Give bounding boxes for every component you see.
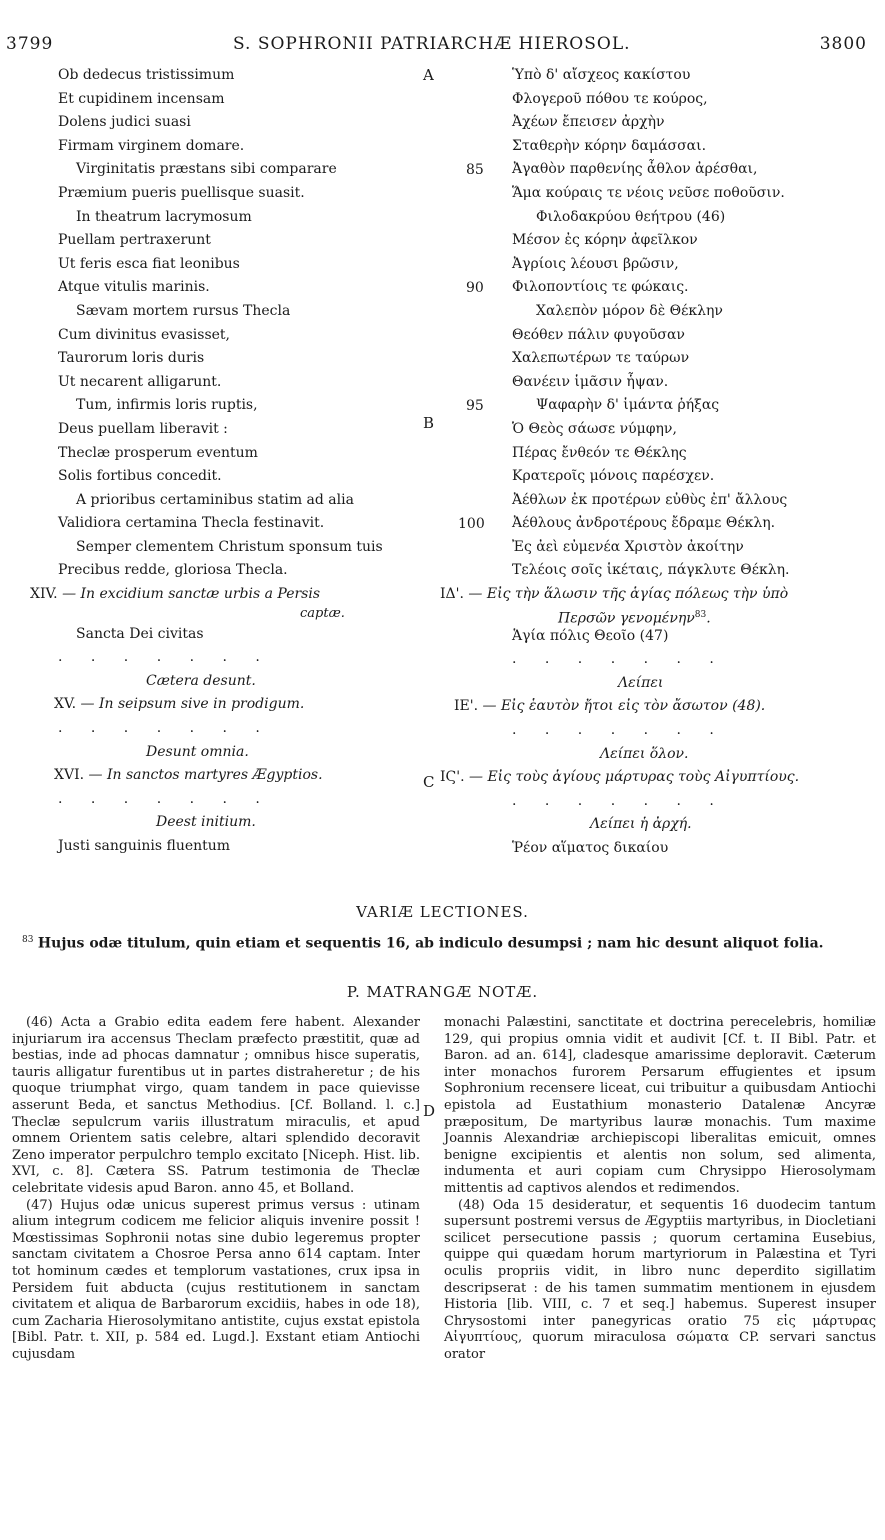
greek-verse-line: Ἀγρίοις λέουσι βρῶσιν, [512,255,679,272]
latin-ode-14-desunt: Cætera desunt. [146,672,256,689]
latin-verse-line: Taurorum loris duris [58,350,205,367]
running-title: S. SOPHRONII PATRIARCHÆ HIEROSOL. [233,34,631,54]
note-46: (46) Acta a Grabio edita eadem fere habent. Alexander injuriarum ira accensus Theclam præfecto præstitit, quæ ad bestias, inde ad phocas damnatur ; omnibus hisce superatis, tauris alligatur furentibus ut in partes distraheretur ; de his quoque triumphat virgo, quam tandem in pace quievisse asserunt Beda, et sanctus Methodius. [Cf. Bolland. l. c.] Theclæ sepulcrum variis illustratum miraculis, et apud omnem Orientem satis celebre, altari splendido decoravit Zeno imperator perpulchro templo excitato [Niceph. Hist. lib. XVI, c. 8]. Cætera SS. Patrum testimonia de Theclæ celebritate videsis apud Baron. anno 45, et Bolland. [12,1015,420,1196]
latin-verse-line: Theclæ prosperum eventum [58,444,258,461]
latin-ode-14-number: XIV. [30,586,58,603]
greek-verse-line: Ψαφαρὴν δ' ἱμάντα ῥήξας [536,397,720,414]
greek-verse-line: Φιλοποντίοις τε φώκαις. [512,279,689,296]
latin-verse-line: Ob dedecus tristissimum [58,67,235,83]
greek-verse-line: Ἅμα κούραις τε νέοις νεῦσε ποθοῦσιν. [512,184,785,201]
latin-verse-line: Solis fortibus concedit. [58,468,222,485]
greek-ode-15-desunt: Λείπει ὅλον. [600,745,689,762]
footnote-ref: 83 [694,609,707,620]
variae-note [22,935,872,952]
greek-ode-16-line: Ῥέον αἵματος δικαίου [512,840,669,856]
lacuna-dots: . . . . . . . [512,651,726,668]
latin-verse-line: Dolens judici suasi [58,114,191,131]
variae-heading: VARIÆ LECTIONES. [356,903,529,921]
greek-ode-14-title-line2: Περσῶν γενομένην [558,610,695,627]
latin-verse-line: Firmam virginem domare. [58,137,245,154]
latin-ode-16-number: XVI. [54,767,85,784]
margin-letter-b: B [423,414,435,432]
latin-ode-15-heading [14,693,414,717]
greek-verse-line: Ἀέθλων ἐκ προτέρων εὐθὺς ἐπ' ἄλλους [512,491,788,508]
line-number-100: 100 [458,516,485,532]
latin-verse-line: Precibus redde, gloriosa Thecla. [58,562,288,579]
greek-ode-14-heading [440,583,880,607]
variae-note-text: Hujus odæ titulum, quin etiam et sequentis 16, ab indiculo desumpsi ; nam hic desunt aliquot folia. [37,935,824,952]
greek-ode-14-title: — Εἰς τὴν ἅλωσιν τῆς ἁγίας πόλεως τὴν ὑπὸ [468,586,789,603]
greek-ode-14-line: Ἁγία πόλις Θεοῖο (47) [512,627,669,644]
greek-ode-14-desunt: Λείπει [618,674,664,691]
latin-ode-15-desunt: Desunt omnia. [146,743,249,760]
lacuna-dots: . . . . . . . [58,649,272,666]
latin-verse-line: Ut feris esca fiat leonibus [58,255,240,272]
note-48: (48) Oda 15 desideratur, et sequentis 16 duodecim tantum supersunt postremi versus de Ægyptiis martyribus, in Diocletiani scilicet persecutione passis ; quorum certamina Eusebius, quippe qui quædam horum martyriorum in Palæstina et Tyri oculis propriis vidit, in libro nunc deperdito sigillatim descripserat : de his tamen summatim mentionem in ejusdem Historia [lib. VIII, c. 7 et seq.] habemus. Superest insuper Chrysostomi inter panegyricas oratio 75 εἰς μάρτυρας Αἰγυπτίους, quorum miraculosa σώματα CP. servari sanctus orator [444,1197,876,1362]
latin-verse-line: Validiora certamina Thecla festinavit. [58,515,325,532]
greek-ode-14-title-cont: Περσῶν γενομένην$^{83}$. [558,609,711,627]
greek-verse-line: Φιλοδακρύου θεήτρου (46) [536,208,726,225]
notes-left-column [12,1015,420,1363]
greek-ode-16-desunt: Λείπει ἡ ἀρχή. [590,816,692,833]
lacuna-dots: . . . . . . . [512,722,726,739]
latin-verse-line: Cum divinitus evasisset, [58,326,230,343]
greek-verse-line: Τελέοις σοῖς ἱκέταις, πάγκλυτε Θέκλη. [512,562,790,579]
latin-verse-line: Et cupidinem incensam [58,90,225,107]
greek-verse-line: Ὁ Θεὸς σάωσε νύμφην, [512,420,677,437]
latin-verse-line: Ut necarent alligarunt. [58,373,222,390]
line-number-90: 90 [466,280,484,296]
greek-verse-line: Θεόθεν πάλιν φυγοῦσαν [512,326,685,343]
greek-column [440,64,880,861]
latin-ode-16-desunt: Deest initium. [156,814,256,831]
greek-verse-line: Ἀέθλους ἀνδροτέρους ἔδραμε Θέκλη. [512,515,776,532]
greek-ode-16-heading [440,766,880,790]
latin-verse-line: Sævam mortem rursus Thecla [76,302,291,319]
latin-ode-14-heading [14,583,414,607]
latin-verse-line: Atque vitulis marinis. [58,279,210,296]
latin-column [14,64,414,859]
latin-ode-15-number: XV. [54,696,77,713]
latin-ode-14-title-cont: captæ. [300,605,345,621]
latin-ode-16-line: Justi sanguinis fluentum [58,838,231,854]
greek-ode-16-number: ΙϚ'. [440,769,465,786]
latin-verse-line: In theatrum lacrymosum [76,208,252,225]
notae-heading: P. MATRANGÆ NOTÆ. [346,983,539,1001]
line-number-95: 95 [466,398,484,414]
greek-verse-line: Ἀχέων ἔπεισεν ἀρχὴν [512,114,665,131]
latin-ode-14-line: Sancta Dei civitas [76,625,204,642]
margin-letter-c: C [423,773,435,791]
latin-verse-line: Deus puellam liberavit : [58,420,228,437]
left-page-number: 3799 [6,34,54,54]
latin-ode-16-heading [14,764,414,788]
greek-verse-line: Χαλεπωτέρων τε ταύρων [512,350,690,367]
latin-verse-line: Virginitatis præstans sibi comparare [76,161,337,178]
margin-letter-a: A [423,66,434,84]
note-47: (47) Hujus odæ unicus superest primus versus : utinam alium integrum codicem me felicior aliquis invenire possit ! Mœstissimas Sophronii notas sine dubio legeremus propter sanctam civitatem a Chosroe Persa anno 614 captam. Inter tot hominum cædes et templorum vastationes, crux ipsa in Persidem fuit abducta (cujus restitutionem in sanctam civitatem et aliqua de Barbarorum excidiis, habes in ode 18), cum Zacharia Hierosolymitano antistite, cujus exstat epistola [Bibl. Patr. t. XII, p. 584 ed. Lugd.]. Exstant etiam Antiochi cujusdam [12,1197,420,1362]
greek-verse-line: Ἐς ἀεὶ εὐμενέα Χριστὸν ἀκοίτην [512,538,744,555]
greek-verse-line: Φλογεροῦ πόθου τε κούρος, [512,90,708,107]
greek-ode-15-title: — Εἰς ἑαυτὸν ἤτοι εἰς τὸν ἄσωτον (48). [482,698,766,715]
lacuna-dots: . . . . . . . [512,792,726,809]
greek-ode-15-heading [440,695,880,719]
greek-ode-16-title: — Εἰς τοὺς ἁγίους μάρτυρας τοὺς Αἰγυπτίους. [469,769,800,786]
greek-verse-line: Πέρας ἔνθεόν τε Θέκλης [512,444,687,461]
greek-verse-line: Μέσον ἐς κόρην ἀφεῖλκον [512,232,698,249]
greek-ode-15-number: ΙΕ'. [454,698,479,715]
variae-note-number: 83 [22,935,34,945]
greek-verse-line: Κρατεροῖς μόνοις παρέσχεν. [512,468,715,485]
greek-verse-line: Χαλεπὸν μόρον δὲ Θέκλην [536,302,723,319]
greek-verse-line: Ἀγαθὸν παρθενίης ἆθλον ἀρέσθαι, [512,161,758,178]
latin-verse-line: Tum, infirmis loris ruptis, [76,397,258,414]
right-page-number: 3800 [819,34,867,54]
latin-verse-line: Præmium pueris puellisque suasit. [58,184,305,201]
greek-verse-line: Θανέειν ἱμᾶσιν ἧψαν. [512,373,669,390]
lacuna-dots: . . . . . . . [58,720,272,737]
latin-verse-line: Semper clementem Christum sponsum tuis [76,538,383,555]
latin-verse-line: A prioribus certaminibus statim ad alia [76,491,354,508]
notes-right-column [444,1015,876,1363]
greek-verse-line: Ὑπὸ δ' αἴσχεος κακίστου [512,67,691,83]
latin-ode-16-title: — In sanctos martyres Ægyptios. [88,767,323,784]
line-number-85: 85 [466,162,484,178]
latin-ode-14-title: — In excidium sanctæ urbis a Persis [62,586,321,603]
latin-ode-15-title: — In seipsum sive in prodigum. [80,696,305,713]
latin-verse-line: Puellam pertraxerunt [58,232,211,249]
margin-letter-d: D [423,1102,436,1120]
lacuna-dots: . . . . . . . [58,790,272,807]
note-47-continued: monachi Palæstini, sanctitate et doctrina perecelebris, homiliæ 129, qui propius omnia vidit et audivit [Cf. t. II Bibl. Patr. et Baron. ad an. 614], cladesque amarissime deploravit. Cæterum inter monachos furorem Persarum effugientes et ipsum Sophronium recensere liceat, cui tribuitur a quibusdam Antiochi epistola ad Eustathium monasterio Datalenæ Ancyræ præpositum, De martyribus lauræ monachis. Tum maxime Joannis Alexandriæ archiepiscopi liberalitas emicuit, omnes benigne excipientis et alentis non solum, sed alimenta, indumenta et auri copiam cum Chrysippo Hierosolymam mittentis ad captivos alendos et redimendos. [444,1015,876,1196]
greek-ode-14-number: ΙΔ'. [440,586,464,603]
greek-verse-line: Σταθερὴν κόρην δαμάσσαι. [512,137,707,154]
